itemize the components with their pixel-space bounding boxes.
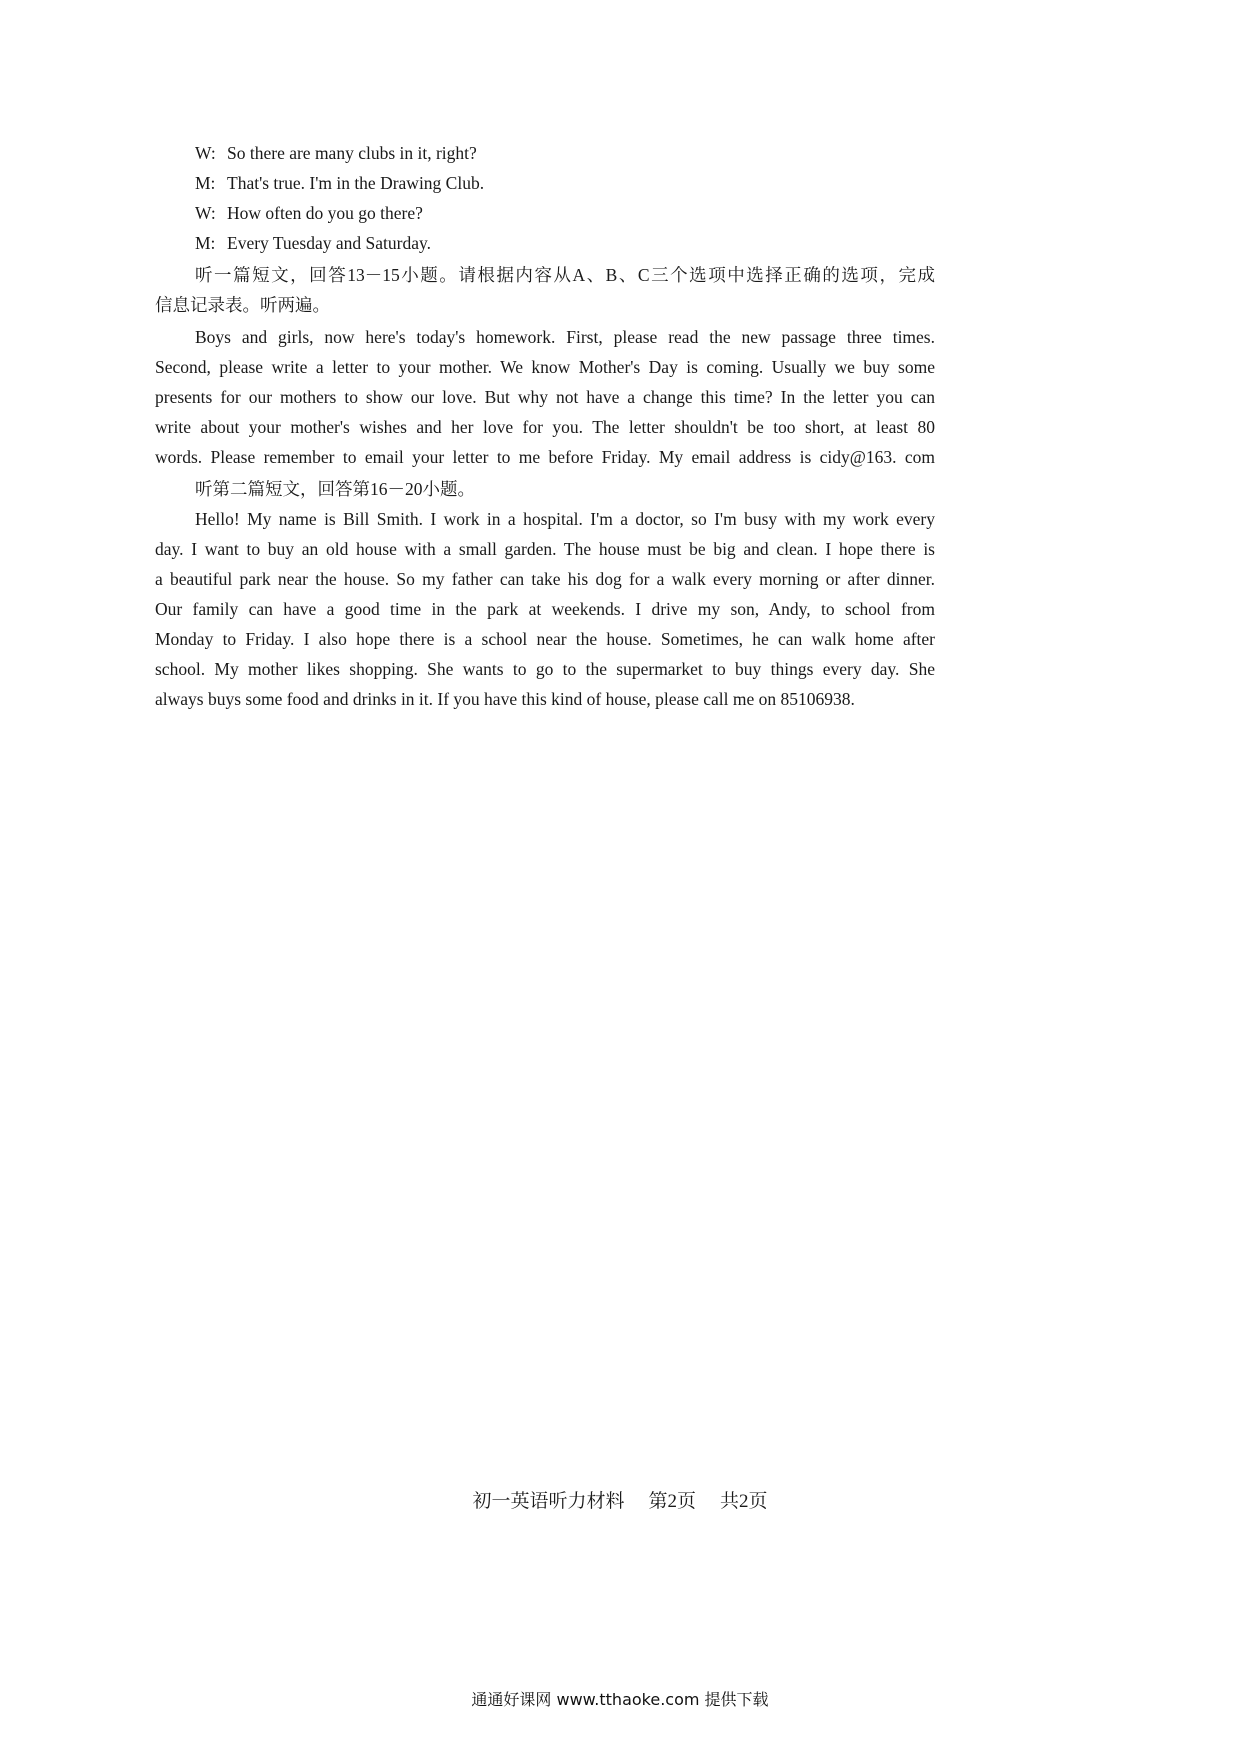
section1-passage-line: Boys and girls, now here's today's homework. First, please read the new passage three times.	[195, 327, 935, 347]
dialogue-text: That's true. I'm in the Drawing Club.	[227, 173, 485, 193]
section1-instruction-line: 信息记录表。听两遍。	[155, 295, 330, 315]
section2-passage-line: Hello! My name is Bill Smith. I work in a hospital. I'm a doctor, so I'm busy with my work every	[195, 509, 935, 529]
section1-passage-line: words. Please remember to email your letter to me before Friday. My email address is cidy@163. com	[155, 447, 935, 467]
section2-passage-line: always buys some food and drinks in it. If you have this kind of house, please call me on 85106938.	[155, 689, 855, 709]
dialogue-line	[195, 232, 975, 254]
dialogue-text: Every Tuesday and Saturday.	[227, 233, 431, 253]
section1-passage-line: write about your mother's wishes and her love for you. The letter shouldn't be too short, at least 80	[155, 417, 935, 437]
dialogue-text: So there are many clubs in it, right?	[227, 143, 477, 163]
dialogue-line	[195, 172, 975, 194]
section1-passage-line: Second, please write a letter to your mother. We know Mother's Day is coming. Usually we buy some	[155, 357, 935, 377]
footer-title: 初一英语听力材料	[472, 1491, 625, 1512]
dialogue-text: How often do you go there?	[227, 203, 423, 223]
section1-passage-line: presents for our mothers to show our love. But why not have a change this time? In the letter you can	[155, 387, 935, 407]
section2-passage-line: day. I want to buy an old house with a small garden. The house must be big and clean. I hope there is	[155, 539, 935, 559]
dialogue-line	[195, 202, 975, 224]
section2-instruction: 听第二篇短文，回答第16－20小题。	[195, 479, 475, 499]
speaker: W:	[195, 203, 216, 223]
footer-total: 共2页	[720, 1491, 768, 1512]
section2-passage-line: Monday to Friday. I also hope there is a school near the house. Sometimes, he can walk home after	[155, 629, 935, 649]
dialogue-line	[195, 142, 975, 164]
section2-passage-line: a beautiful park near the house. So my father can take his dog for a walk every morning or after dinner.	[155, 569, 935, 589]
speaker: M:	[195, 173, 216, 193]
section2-passage-line: Our family can have a good time in the park at weekends. I drive my son, Andy, to school from	[155, 599, 935, 619]
speaker: M:	[195, 233, 216, 253]
site-watermark: 通通好课网 www.tthaoke.com 提供下载	[471, 1690, 769, 1709]
section1-instruction-line: 听一篇短文，回答13－15小题。请根据内容从A、B、C三个选项中选择正确的选项，完成	[195, 265, 935, 285]
section2-passage-line: school. My mother likes shopping. She wants to go to the supermarket to buy things every day. She	[155, 659, 935, 679]
speaker: W:	[195, 143, 216, 163]
page-footer	[0, 1486, 1240, 1513]
footer-page: 第2页	[648, 1491, 696, 1512]
